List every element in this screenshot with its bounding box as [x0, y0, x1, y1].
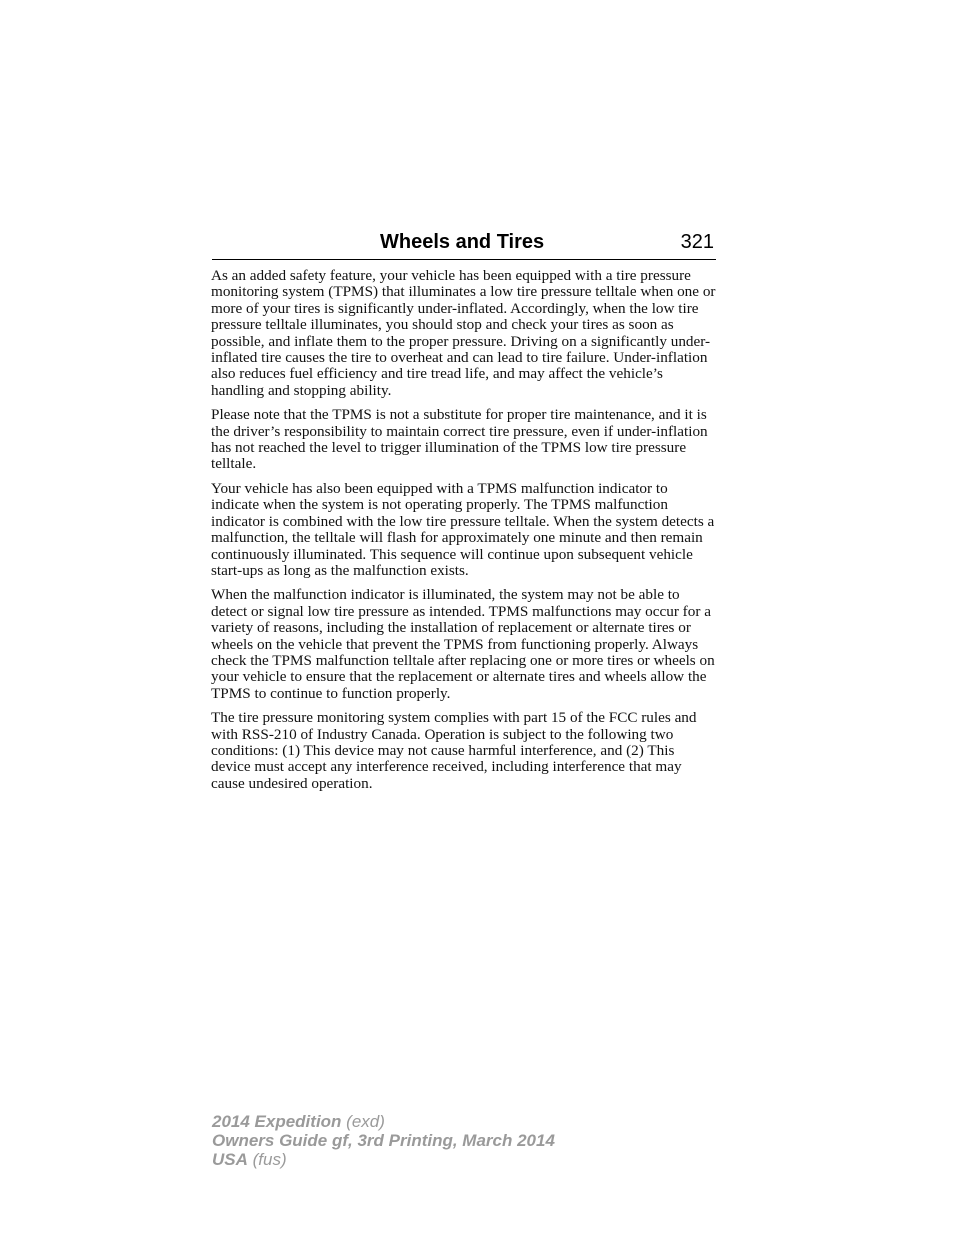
- footer-market-code: (fus): [252, 1150, 287, 1169]
- paragraph-malfunction-indicator: Your vehicle has also been equipped with a TPMS malfunction indicator to indicate when the system is not operating properly. The TPMS malfunction indicator is combined with the low tire pressure telltale. When the system detects a malfunction, the telltale will flash for approximately one minute and then remain continuously illuminated. This sequence will continue upon subsequent vehicle start-ups as long as the malfunction exists.: [211, 479, 715, 579]
- footer-guide-line: [212, 1131, 555, 1150]
- page-number: 321: [680, 231, 714, 253]
- section-title: Wheels and Tires: [380, 231, 545, 253]
- footer-model-code: (exd): [346, 1112, 385, 1131]
- page-footer: [212, 1112, 555, 1169]
- footer-model: 2014 Expedition: [212, 1112, 342, 1131]
- footer-market-line: [212, 1150, 555, 1169]
- footer-guide: Owners Guide gf, 3rd Printing, March 2014: [212, 1131, 555, 1150]
- paragraph-tpms-maintenance: Please note that the TPMS is not a substitute for proper tire maintenance, and it is the driver’s responsibility to maintain correct tire pressure, even if under-inflation has not reached the level to trigger illumination of the TPMS low tire pressure telltale.: [211, 406, 708, 473]
- paragraph-malfunction-causes: When the malfunction indicator is illuminated, the system may not be able to detect or signal low tire pressure as intended. TPMS malfunctions may occur for a variety of reasons, including the installation of replacement or alternate tires or wheels on the vehicle that prevent the TPMS from functioning properly. Always check the TPMS malfunction telltale after replacing one or more tires or wheels on your vehicle to ensure that the replacement or alternate tires and wheels allow the TPMS to continue to function properly.: [211, 586, 715, 702]
- paragraph-fcc-compliance: The tire pressure monitoring system complies with part 15 of the FCC rules and with RSS-210 of Industry Canada. Operation is subject to the following two conditions: (1) This device may not cause harmful interference, and (2) This device must accept any interference received, including interference that may cause undesired operation.: [211, 709, 697, 792]
- footer-model-line: [212, 1112, 555, 1131]
- footer-market: USA: [212, 1150, 248, 1169]
- paragraph-tpms-intro: As an added safety feature, your vehicle has been equipped with a tire pressure monitoring system (TPMS) that illuminates a low tire pressure telltale when one or more of your tires is significantly under-inflated. Accordingly, when the low tire pressure telltale illuminates, you should stop and check your tires as soon as possible, and inflate them to the proper pressure. Driving on a significantly under-inflated tire causes the tire to overheat and can lead to tire failure. Under-inflation also reduces fuel efficiency and tire tread life, and may affect the vehicle’s handling and stopping ability.: [211, 267, 716, 399]
- body-text: [211, 268, 717, 800]
- page-header: [212, 229, 716, 260]
